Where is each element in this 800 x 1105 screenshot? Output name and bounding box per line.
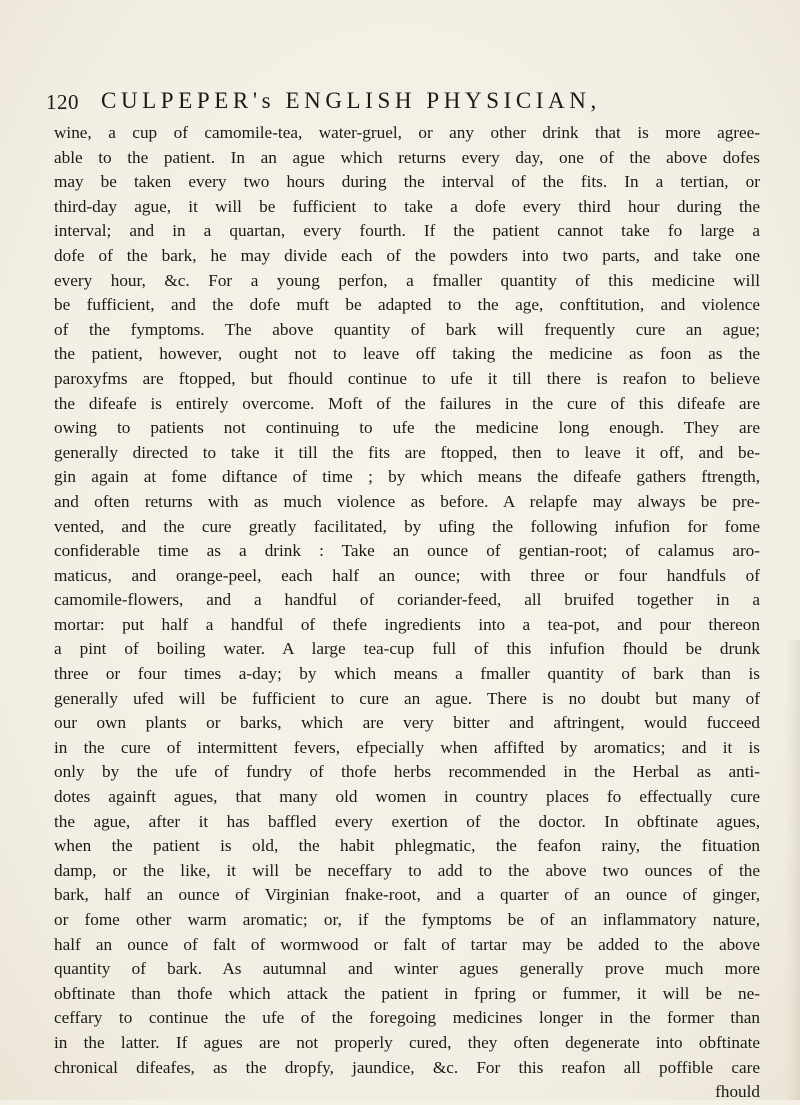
page-edge-stain bbox=[786, 640, 800, 1100]
text-line: our own plants or barks, which are very bitter and aftringent, would fucceed bbox=[54, 713, 760, 733]
text-line: third-day ague, it will be fufficient to take a dofe every third hour during the bbox=[54, 196, 760, 216]
text-line: only by the ufe of fundry of thofe herbs recommended in the Herbal as anti- bbox=[54, 762, 760, 782]
text-line: of the fymptoms. The above quantity of bark will frequently cure an ague; bbox=[54, 319, 760, 339]
text-line: wine, a cup of camomile-tea, water-gruel, or any other drink that is more agree- bbox=[54, 123, 760, 142]
text-line: generally ufed will be fufficient to cure an ague. There is no doubt but many of bbox=[54, 688, 760, 708]
text-line: damp, or the like, it will be neceffary to add to the above two ounces of the bbox=[54, 860, 760, 880]
text-line: dotes againft agues, that many old women in country places fo effectually cure bbox=[54, 787, 760, 807]
text-line: half an ounce of falt of wormwood or falt of tartar may be added to the above bbox=[54, 934, 760, 954]
text-line: interval; and in a quartan, every fourth. If the patient cannot take fo large a bbox=[54, 221, 760, 241]
text-line: a pint of boiling water. A large tea-cup full of this infufion fhould be drunk bbox=[54, 639, 760, 659]
text-line: paroxyfms are ftopped, but fhould continue to ufe it till there is reafon to believe bbox=[54, 368, 760, 388]
text-line: chronical difeafes, as the dropfy, jaundice, &c. For this reafon all poffible care bbox=[54, 1057, 760, 1077]
text-line: generally directed to take it till the fits are ftopped, then to leave it off, and be- bbox=[54, 442, 760, 462]
text-line: in the latter. If agues are not properly cured, they often degenerate into obftinate bbox=[54, 1032, 760, 1052]
text-line: the ague, after it has baffled every exertion of the doctor. In obftinate agues, bbox=[54, 811, 760, 831]
text-line: be fufficient, and the dofe muft be adapted to the age, conftitution, and violence bbox=[54, 295, 760, 315]
text-line: the difeafe is entirely overcome. Moft of the failures in the cure of this difeafe are bbox=[54, 393, 760, 413]
text-line: in the cure of intermittent fevers, efpecially when affifted by aromatics; and it is bbox=[54, 737, 760, 757]
text-line: every hour, &c. For a young perfon, a fmaller quantity of this medicine will bbox=[54, 270, 760, 290]
text-line: dofe of the bark, he may divide each of the powders into two parts, and take one bbox=[54, 245, 760, 265]
text-line: and often returns with as much violence as before. A relapfe may always be pre- bbox=[54, 491, 760, 511]
text-line: three or four times a-day; by which means a fmaller quantity of bark than is bbox=[54, 664, 760, 684]
page-number: 120 bbox=[46, 90, 79, 114]
text-line: vented, and the cure greatly facilitated, by ufing the following infufion for fome bbox=[54, 516, 760, 536]
body-text bbox=[54, 121, 760, 1105]
text-line: ceffary to continue the ufe of the foregoing medicines longer in the former than bbox=[54, 1008, 760, 1028]
text-line: camomile-flowers, and a handful of coriander-feed, all bruifed together in a bbox=[54, 590, 760, 610]
page-header bbox=[46, 88, 746, 118]
text-line: bark, half an ounce of Virginian fnake-root, and a quarter of an ounce of ginger, bbox=[54, 885, 760, 905]
text-line: may be taken every two hours during the interval of the fits. In a tertian, or bbox=[54, 172, 760, 192]
text-line: or fome other warm aromatic; or, if the fymptoms be of an inflammatory nature, bbox=[54, 910, 760, 929]
text-line: gin again at fome diftance of time ; by which means the difeafe gathers ftrength, bbox=[54, 467, 760, 487]
text-line: able to the patient. In an ague which returns every day, one of the above dofes bbox=[54, 147, 760, 167]
text-line: when the patient is old, the habit phlegmatic, the feafon rainy, the fituation bbox=[54, 836, 760, 856]
running-head: CULPEPER's ENGLISH PHYSICIAN, bbox=[101, 88, 601, 113]
text-line: obftinate than thofe which attack the patient in fpring or fummer, it will be ne- bbox=[54, 983, 760, 1003]
text-line: the patient, however, ought not to leave off taking the medicine as foon as the bbox=[54, 344, 760, 364]
text-line: owing to patients not continuing to ufe the medicine long enough. They are bbox=[54, 418, 760, 438]
text-line: quantity of bark. As autumnal and winter agues generally prove much more bbox=[54, 959, 760, 979]
text-line: confiderable time as a drink : Take an ounce of gentian-root; of calamus aro- bbox=[54, 541, 760, 561]
text-line: maticus, and orange-peel, each half an ounce; with three or four handfuls of bbox=[54, 565, 760, 585]
text-line: mortar: put half a handful of thefe ingredients into a tea-pot, and pour thereon bbox=[54, 614, 760, 634]
text-line: fhould bbox=[715, 1082, 760, 1102]
